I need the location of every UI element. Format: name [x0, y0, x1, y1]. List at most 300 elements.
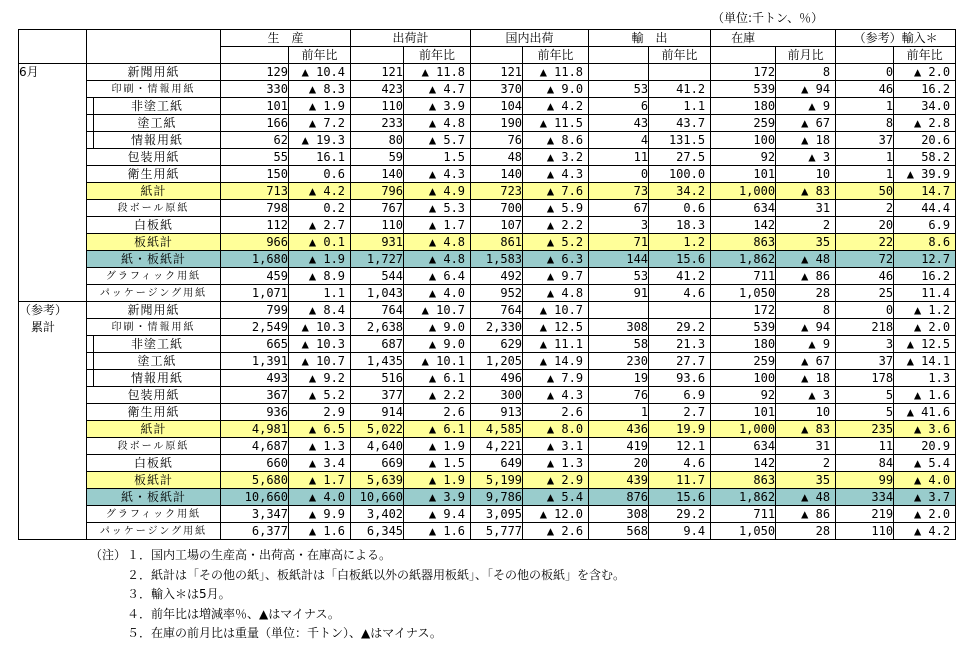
inventory-value: 92 [711, 149, 776, 166]
header-period-blank [19, 30, 87, 64]
table-row [19, 251, 956, 268]
export-value: 67 [589, 200, 649, 217]
production-yoy: ▲ 19.3 [289, 132, 351, 149]
header-domestic-value-blank [471, 47, 523, 64]
table-row [19, 489, 956, 506]
production-yoy: ▲ 2.7 [289, 217, 351, 234]
domestic-yoy: ▲ 8.6 [523, 132, 589, 149]
shipments-yoy: ▲ 5.3 [404, 200, 471, 217]
table-row [19, 319, 956, 336]
export-yoy: 27.7 [649, 353, 711, 370]
shipments-value: 3,402 [351, 506, 404, 523]
production-yoy: ▲ 8.9 [289, 268, 351, 285]
export-value: 91 [589, 285, 649, 302]
subcategory-label: 非塗工紙 [87, 336, 221, 353]
production-value: 798 [221, 200, 289, 217]
category-label: 包装用紙 [87, 387, 221, 404]
imports-value: 25 [836, 285, 894, 302]
export-yoy: 34.2 [649, 183, 711, 200]
table-row [19, 200, 956, 217]
imports-yoy: 34.0 [894, 98, 956, 115]
inventory-value: 1,000 [711, 421, 776, 438]
domestic-value: 5,777 [471, 523, 523, 540]
category-label: 紙計 [87, 421, 221, 438]
shipments-value: 796 [351, 183, 404, 200]
notes [90, 546, 625, 644]
inventory-mom: ▲ 67 [776, 353, 836, 370]
shipments-value: 377 [351, 387, 404, 404]
export-value: 3 [589, 217, 649, 234]
shipments-value: 110 [351, 217, 404, 234]
table-row [19, 285, 956, 302]
production-yoy: ▲ 4.0 [289, 489, 351, 506]
table-row [19, 234, 956, 251]
imports-yoy: ▲ 1.2 [894, 302, 956, 319]
inventory-value: 172 [711, 64, 776, 81]
table-row [19, 370, 956, 387]
inventory-value: 863 [711, 472, 776, 489]
inventory-mom: 10 [776, 404, 836, 421]
export-yoy: 18.3 [649, 217, 711, 234]
domestic-value: 300 [471, 387, 523, 404]
production-yoy: 0.6 [289, 166, 351, 183]
production-yoy: ▲ 1.6 [289, 523, 351, 540]
imports-yoy: 12.7 [894, 251, 956, 268]
imports-yoy: ▲ 5.4 [894, 455, 956, 472]
export-yoy: 11.7 [649, 472, 711, 489]
inventory-value: 180 [711, 98, 776, 115]
paper-statistics-table [18, 29, 956, 540]
notes-label: （注） [90, 548, 127, 562]
header-imports-yoy: 前年比 [894, 47, 956, 64]
domestic-yoy: ▲ 7.6 [523, 183, 589, 200]
inventory-value: 142 [711, 455, 776, 472]
domestic-yoy: ▲ 11.1 [523, 336, 589, 353]
category-label: 印刷・情報用紙 [87, 319, 221, 336]
category-label: 衛生用紙 [87, 404, 221, 421]
domestic-value: 107 [471, 217, 523, 234]
inventory-mom: ▲ 18 [776, 132, 836, 149]
export-yoy: 0.6 [649, 200, 711, 217]
shipments-value: 767 [351, 200, 404, 217]
table-row [19, 81, 956, 98]
export-value: 230 [589, 353, 649, 370]
domestic-yoy: ▲ 9.7 [523, 268, 589, 285]
imports-value: 1 [836, 149, 894, 166]
production-value: 129 [221, 64, 289, 81]
domestic-value: 190 [471, 115, 523, 132]
production-value: 936 [221, 404, 289, 421]
imports-value: 37 [836, 353, 894, 370]
production-yoy: 0.2 [289, 200, 351, 217]
imports-yoy: ▲ 39.9 [894, 166, 956, 183]
inventory-mom: 2 [776, 217, 836, 234]
imports-yoy: ▲ 2.0 [894, 506, 956, 523]
inventory-mom: 31 [776, 200, 836, 217]
shipments-value: 764 [351, 302, 404, 319]
domestic-yoy: ▲ 14.9 [523, 353, 589, 370]
export-value: 308 [589, 506, 649, 523]
production-value: 55 [221, 149, 289, 166]
table-row [19, 302, 956, 319]
table-row [19, 404, 956, 421]
shipments-yoy: ▲ 10.7 [404, 302, 471, 319]
category-label: 包装用紙 [87, 149, 221, 166]
inventory-mom: ▲ 86 [776, 506, 836, 523]
imports-yoy: 14.7 [894, 183, 956, 200]
category-label: 白板紙 [87, 455, 221, 472]
export-yoy: 15.6 [649, 489, 711, 506]
inventory-value: 142 [711, 217, 776, 234]
export-yoy: 1.1 [649, 98, 711, 115]
subcategory-label: 塗工紙 [87, 115, 221, 132]
production-yoy: ▲ 10.3 [289, 336, 351, 353]
export-value: 439 [589, 472, 649, 489]
header-shipments: 出荷計 [351, 30, 471, 47]
shipments-value: 516 [351, 370, 404, 387]
header-export-value-blank [589, 47, 649, 64]
table-row [19, 115, 956, 132]
export-yoy: 21.3 [649, 336, 711, 353]
inventory-value: 100 [711, 370, 776, 387]
export-yoy [649, 64, 711, 81]
export-yoy: 43.7 [649, 115, 711, 132]
export-value: 436 [589, 421, 649, 438]
production-value: 166 [221, 115, 289, 132]
table-row [19, 336, 956, 353]
domestic-value: 1,583 [471, 251, 523, 268]
shipments-yoy: ▲ 6.4 [404, 268, 471, 285]
production-value: 6,377 [221, 523, 289, 540]
shipments-yoy: ▲ 4.3 [404, 166, 471, 183]
production-yoy: ▲ 1.9 [289, 251, 351, 268]
production-yoy: 1.1 [289, 285, 351, 302]
inventory-mom: ▲ 83 [776, 421, 836, 438]
shipments-yoy: ▲ 9.0 [404, 336, 471, 353]
imports-value: 3 [836, 336, 894, 353]
note-item: １．国内工場の生産高・出荷高・在庫高による。 [127, 548, 392, 562]
header-inventory: 在庫 [711, 30, 836, 47]
imports-value: 11 [836, 438, 894, 455]
category-label: 新聞用紙 [87, 302, 221, 319]
domestic-value: 2,330 [471, 319, 523, 336]
imports-yoy: ▲ 2.0 [894, 319, 956, 336]
shipments-value: 140 [351, 166, 404, 183]
domestic-yoy: ▲ 2.6 [523, 523, 589, 540]
domestic-value: 861 [471, 234, 523, 251]
shipments-yoy: ▲ 6.1 [404, 370, 471, 387]
production-yoy: ▲ 0.1 [289, 234, 351, 251]
table-row [19, 353, 956, 370]
production-value: 1,391 [221, 353, 289, 370]
production-value: 1,680 [221, 251, 289, 268]
imports-yoy: 58.2 [894, 149, 956, 166]
imports-value: 22 [836, 234, 894, 251]
imports-yoy: ▲ 3.6 [894, 421, 956, 438]
shipments-yoy: ▲ 9.0 [404, 319, 471, 336]
imports-yoy: 1.3 [894, 370, 956, 387]
category-label: 板紙計 [87, 234, 221, 251]
domestic-value: 649 [471, 455, 523, 472]
export-value: 76 [589, 387, 649, 404]
shipments-value: 423 [351, 81, 404, 98]
table-row [19, 98, 956, 115]
category-label: 段ボール原紙 [87, 438, 221, 455]
domestic-yoy: ▲ 12.5 [523, 319, 589, 336]
domestic-value: 913 [471, 404, 523, 421]
inventory-mom: ▲ 9 [776, 98, 836, 115]
export-value: 144 [589, 251, 649, 268]
imports-yoy: 8.6 [894, 234, 956, 251]
shipments-yoy: ▲ 1.9 [404, 472, 471, 489]
production-yoy: ▲ 9.2 [289, 370, 351, 387]
inventory-value: 711 [711, 506, 776, 523]
export-yoy: 100.0 [649, 166, 711, 183]
inventory-mom: 2 [776, 455, 836, 472]
inventory-mom: 8 [776, 64, 836, 81]
shipments-yoy: ▲ 1.9 [404, 438, 471, 455]
shipments-yoy: ▲ 2.2 [404, 387, 471, 404]
production-value: 713 [221, 183, 289, 200]
export-yoy: 29.2 [649, 319, 711, 336]
notes-list [127, 546, 625, 644]
inventory-value: 1,050 [711, 523, 776, 540]
imports-value: 20 [836, 217, 894, 234]
export-value: 568 [589, 523, 649, 540]
production-value: 3,347 [221, 506, 289, 523]
category-label: 紙計 [87, 183, 221, 200]
production-value: 799 [221, 302, 289, 319]
period-label-cell [19, 302, 87, 540]
inventory-mom: ▲ 86 [776, 268, 836, 285]
domestic-value: 629 [471, 336, 523, 353]
export-value: 419 [589, 438, 649, 455]
subcategory-label: 情報用紙 [87, 132, 221, 149]
shipments-yoy: ▲ 4.8 [404, 115, 471, 132]
imports-yoy: 11.4 [894, 285, 956, 302]
shipments-value: 59 [351, 149, 404, 166]
shipments-yoy: ▲ 3.9 [404, 489, 471, 506]
inventory-value: 101 [711, 404, 776, 421]
export-yoy [649, 302, 711, 319]
production-yoy: ▲ 1.9 [289, 98, 351, 115]
inventory-mom: ▲ 3 [776, 387, 836, 404]
period-label-cell [19, 64, 87, 302]
production-yoy: 2.9 [289, 404, 351, 421]
imports-value: 219 [836, 506, 894, 523]
export-yoy: 2.7 [649, 404, 711, 421]
production-value: 4,981 [221, 421, 289, 438]
imports-value: 334 [836, 489, 894, 506]
shipments-yoy: ▲ 10.1 [404, 353, 471, 370]
category-label: 段ボール原紙 [87, 200, 221, 217]
domestic-yoy: ▲ 5.2 [523, 234, 589, 251]
production-yoy: ▲ 8.4 [289, 302, 351, 319]
inventory-value: 539 [711, 81, 776, 98]
imports-yoy: 16.2 [894, 268, 956, 285]
category-label: 紙・板紙計 [87, 489, 221, 506]
imports-value: 5 [836, 387, 894, 404]
imports-value: 235 [836, 421, 894, 438]
production-value: 665 [221, 336, 289, 353]
table-row [19, 217, 956, 234]
export-value: 73 [589, 183, 649, 200]
shipments-value: 110 [351, 98, 404, 115]
table-row [19, 149, 956, 166]
domestic-value: 370 [471, 81, 523, 98]
shipments-yoy: ▲ 4.8 [404, 251, 471, 268]
export-value: 43 [589, 115, 649, 132]
subcategory-label: 非塗工紙 [87, 98, 221, 115]
shipments-yoy: 2.6 [404, 404, 471, 421]
shipments-value: 6,345 [351, 523, 404, 540]
production-value: 493 [221, 370, 289, 387]
shipments-yoy: ▲ 3.9 [404, 98, 471, 115]
note-item: ４．前年比は増減率％、▲はマイナス。 [127, 606, 340, 621]
shipments-value: 1,435 [351, 353, 404, 370]
export-yoy: 12.1 [649, 438, 711, 455]
domestic-value: 5,199 [471, 472, 523, 489]
export-yoy: 41.2 [649, 268, 711, 285]
shipments-yoy: ▲ 9.4 [404, 506, 471, 523]
inventory-value: 1,050 [711, 285, 776, 302]
imports-value: 1 [836, 166, 894, 183]
shipments-yoy: ▲ 1.7 [404, 217, 471, 234]
imports-yoy: 20.6 [894, 132, 956, 149]
header-inventory-value-blank [711, 47, 776, 64]
domestic-value: 1,205 [471, 353, 523, 370]
category-label: 紙・板紙計 [87, 251, 221, 268]
shipments-value: 1,727 [351, 251, 404, 268]
category-label: パッケージング用紙 [87, 523, 221, 540]
subcategory-label: 情報用紙 [87, 370, 221, 387]
export-yoy: 9.4 [649, 523, 711, 540]
production-yoy: ▲ 10.7 [289, 353, 351, 370]
period-label [19, 302, 67, 336]
header-imports: （参考）輸入＊ [836, 30, 956, 47]
domestic-value: 492 [471, 268, 523, 285]
production-value: 660 [221, 455, 289, 472]
imports-value: 2 [836, 200, 894, 217]
table-row [19, 472, 956, 489]
inventory-mom: ▲ 67 [776, 115, 836, 132]
imports-yoy: 44.4 [894, 200, 956, 217]
imports-yoy: ▲ 1.6 [894, 387, 956, 404]
inventory-mom: ▲ 48 [776, 489, 836, 506]
imports-yoy: ▲ 2.0 [894, 64, 956, 81]
inventory-value: 634 [711, 200, 776, 217]
shipments-value: 669 [351, 455, 404, 472]
imports-value: 8 [836, 115, 894, 132]
export-value: 58 [589, 336, 649, 353]
domestic-value: 700 [471, 200, 523, 217]
production-value: 1,071 [221, 285, 289, 302]
imports-value: 0 [836, 302, 894, 319]
header-export: 輸 出 [589, 30, 711, 47]
shipments-value: 233 [351, 115, 404, 132]
period-label-line: 6月 [19, 65, 39, 79]
domestic-value: 496 [471, 370, 523, 387]
inventory-value: 172 [711, 302, 776, 319]
export-value: 53 [589, 81, 649, 98]
production-value: 459 [221, 268, 289, 285]
imports-value: 37 [836, 132, 894, 149]
inventory-value: 1,862 [711, 489, 776, 506]
table-row [19, 438, 956, 455]
shipments-yoy: ▲ 4.8 [404, 234, 471, 251]
inventory-mom: ▲ 48 [776, 251, 836, 268]
table-row [19, 506, 956, 523]
domestic-yoy: ▲ 4.3 [523, 387, 589, 404]
production-value: 5,680 [221, 472, 289, 489]
domestic-yoy: ▲ 10.7 [523, 302, 589, 319]
export-value: 20 [589, 455, 649, 472]
period-label [19, 64, 39, 81]
export-value: 11 [589, 149, 649, 166]
imports-value: 46 [836, 268, 894, 285]
export-value: 1 [589, 404, 649, 421]
shipments-value: 4,640 [351, 438, 404, 455]
imports-yoy: ▲ 4.0 [894, 472, 956, 489]
shipments-yoy: ▲ 1.5 [404, 455, 471, 472]
inventory-mom: 10 [776, 166, 836, 183]
export-yoy: 41.2 [649, 81, 711, 98]
export-value [589, 64, 649, 81]
domestic-value: 48 [471, 149, 523, 166]
header-category-blank [87, 30, 221, 64]
header-domestic-yoy: 前年比 [523, 47, 589, 64]
shipments-value: 10,660 [351, 489, 404, 506]
production-value: 367 [221, 387, 289, 404]
category-label: 衛生用紙 [87, 166, 221, 183]
shipments-yoy: ▲ 4.0 [404, 285, 471, 302]
domestic-value: 4,585 [471, 421, 523, 438]
domestic-yoy: ▲ 9.0 [523, 81, 589, 98]
shipments-value: 121 [351, 64, 404, 81]
inventory-mom: ▲ 94 [776, 81, 836, 98]
category-label: 板紙計 [87, 472, 221, 489]
inventory-mom: 35 [776, 234, 836, 251]
domestic-value: 723 [471, 183, 523, 200]
table-row [19, 523, 956, 540]
imports-yoy: ▲ 41.6 [894, 404, 956, 421]
domestic-yoy: ▲ 6.3 [523, 251, 589, 268]
export-yoy: 19.9 [649, 421, 711, 438]
production-value: 966 [221, 234, 289, 251]
domestic-yoy: ▲ 8.0 [523, 421, 589, 438]
category-label: グラフィック用紙 [87, 506, 221, 523]
production-yoy: ▲ 7.2 [289, 115, 351, 132]
shipments-yoy: ▲ 6.1 [404, 421, 471, 438]
imports-value: 1 [836, 98, 894, 115]
production-yoy: ▲ 6.5 [289, 421, 351, 438]
imports-yoy: 6.9 [894, 217, 956, 234]
domestic-yoy: ▲ 5.9 [523, 200, 589, 217]
table-row [19, 268, 956, 285]
inventory-mom: 35 [776, 472, 836, 489]
header-production: 生 産 [221, 30, 351, 47]
domestic-yoy: ▲ 5.4 [523, 489, 589, 506]
export-yoy: 1.2 [649, 234, 711, 251]
header-shipments-value-blank [351, 47, 404, 64]
production-value: 101 [221, 98, 289, 115]
inventory-value: 539 [711, 319, 776, 336]
export-yoy: 6.9 [649, 387, 711, 404]
export-yoy: 4.6 [649, 285, 711, 302]
header-production-yoy: 前年比 [289, 47, 351, 64]
shipments-yoy: ▲ 4.7 [404, 81, 471, 98]
domestic-yoy: ▲ 2.9 [523, 472, 589, 489]
